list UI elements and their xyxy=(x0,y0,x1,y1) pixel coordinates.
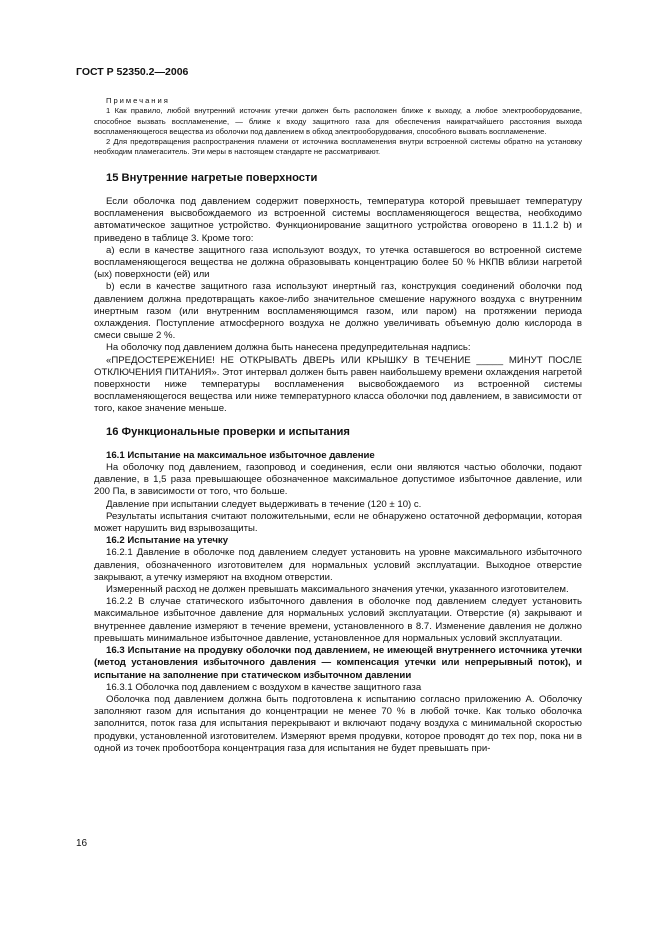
paragraph: b) если в качестве защитного газа используют инертный газ, конструкция соединений оболочки под давлением должна предотвращать какое-либо значительное смешение наружного воздуха с внутренним инертным газом (или внутренним воспламеняющимся газом, или паром) на протяжении периода охлаждения. Поступление атмосферного воздуха не должно увеличивать объемную долю кислорода в смеси свыше 2 %. xyxy=(94,281,582,342)
paragraph: Оболочка под давлением должна быть подготовлена к испытанию согласно приложению А. Оболочку заполняют газом для испытания до концентрации не менее 70 % в любой точке. Как только оболочка заполнится, поток газа для испытания перекрывают и включают подачу воздуха с минимальной скоростью продувки, установленной изготовителем. Измеряют время продувки, которое проводят до тех пор, пока ни в одной из точек пробоотбора концентрация газа для испытания не будет превышать при- xyxy=(94,693,582,754)
notes-block xyxy=(94,96,582,158)
subsection-16-3-1-title: 16.3.1 Оболочка под давлением с воздухом в качестве защитного газа xyxy=(106,681,422,693)
paragraph: Измеренный расход не должен превышать максимального значения утечки, указанного изготовителем. xyxy=(106,584,569,596)
paragraph: a) если в качестве защитного газа используют воздух, то утечка оставшегося во встроенной системе воспламеняющегося вещества не должна образовывать концентрацию более 50 % НКПВ вблизи нагретой (ых) поверхности (ей) или xyxy=(94,244,582,281)
paragraph: На оболочку под давлением должна быть нанесена предупредительная надпись: xyxy=(106,342,471,354)
note-item: 2 Для предотвращения распространения пламени от источника воспламенения внутри встроенной системы обратно на установку необходим пламегаситель. Эти меры в настоящем стандарте не рассматривают. xyxy=(94,137,582,157)
section-16-heading: 16 Функциональные проверки и испытания xyxy=(106,425,350,438)
subsection-16-2-title: 16.2 Испытание на утечку xyxy=(106,535,229,547)
section-15-heading: 15 Внутренние нагретые поверхности xyxy=(106,171,318,184)
subsection-16-1-title: 16.1 Испытание на максимальное избыточное давление xyxy=(106,449,375,461)
paragraph: 16.2.1 Давление в оболочке под давлением следует установить на уровне максимального избыточного давления, обозначенного изготовителем для нормальных условий эксплуатации. Выходное отверстие закрывают, а утечку измеряют на входном отверстии. xyxy=(94,547,582,583)
paragraph: «ПРЕДОСТЕРЕЖЕНИЕ! НЕ ОТКРЫВАТЬ ДВЕРЬ ИЛИ КРЫШКУ В ТЕЧЕНИЕ _____ МИНУТ ПОСЛЕ ОТКЛЮЧЕНИЯ ПИТАНИЯ». Этот интервал должен быть равен наибольшему времени охлаждения нагретой поверхности ниже температуры воспламенения высвобождаемого из встроенной системы воспламеняющегося вещества или ниже температурного класса оболочки под давлением, в зависимости от того, какое значение меньше. xyxy=(94,354,582,415)
paragraph: 16.2.2 В случае статического избыточного давления в оболочке под давлением следует установить максимальное избыточное давление для нормальных условий эксплуатации. Отверстие (я) закрывают и внутреннее давление измеряют в течение времени, установленного в 8.7. Изменение давления не должно превышать минимальное избыточное давление, установленное для нормальных условий эксплуатации. xyxy=(94,596,582,644)
subsection-16-3-title: 16.3 Испытание на продувку оболочки под давлением, не имеющей внутреннего источника утечки (метод установления избыточного давления — компенсация утечки или непрерывный поток), и испытание на заполнение при статическом избыточном давлении xyxy=(94,645,582,681)
page-number: 16 xyxy=(76,838,88,849)
document-header: ГОСТ Р 52350.2—2006 xyxy=(76,66,189,78)
page-content xyxy=(94,96,582,755)
paragraph: На оболочку под давлением, газопровод и соединения, если они являются частью оболочки, подают давление, в 1,5 раза превышающее обозначенное максимальное допустимое избыточное давление, или 200 Па, в зависимости от того, что больше. xyxy=(94,462,582,498)
paragraph: Давление при испытании следует выдерживать в течение (120 ± 10) с. xyxy=(106,498,422,510)
paragraph: Результаты испытания считают положительными, если не обнаружено остаточной деформации, которая может нарушить вид взрывозащиты. xyxy=(94,510,582,535)
notes-title: Примечания xyxy=(106,96,170,105)
paragraph: Если оболочка под давлением содержит поверхность, температура которой превышает температуру воспламенения высвобождаемого из встроенной системы воспламеняющегося вещества, необходимо автоматическое защитное устройство. Функционирование защитного устройства оговорено в 11.1.2 b) и приведено в таблице 3. Кроме того: xyxy=(94,195,582,244)
note-item: 1 Как правило, любой внутренний источник утечки должен быть расположен ближе к выходу, а любое электрооборудование, способное вызвать воспламенение, — ближе к входу защитного газа для обеспечения наикратчайшего расстояния выхода воспламеняющегося вещества из оболочки под давлением в обход электрооборудования, способного вызвать воспламенение. xyxy=(94,106,582,136)
